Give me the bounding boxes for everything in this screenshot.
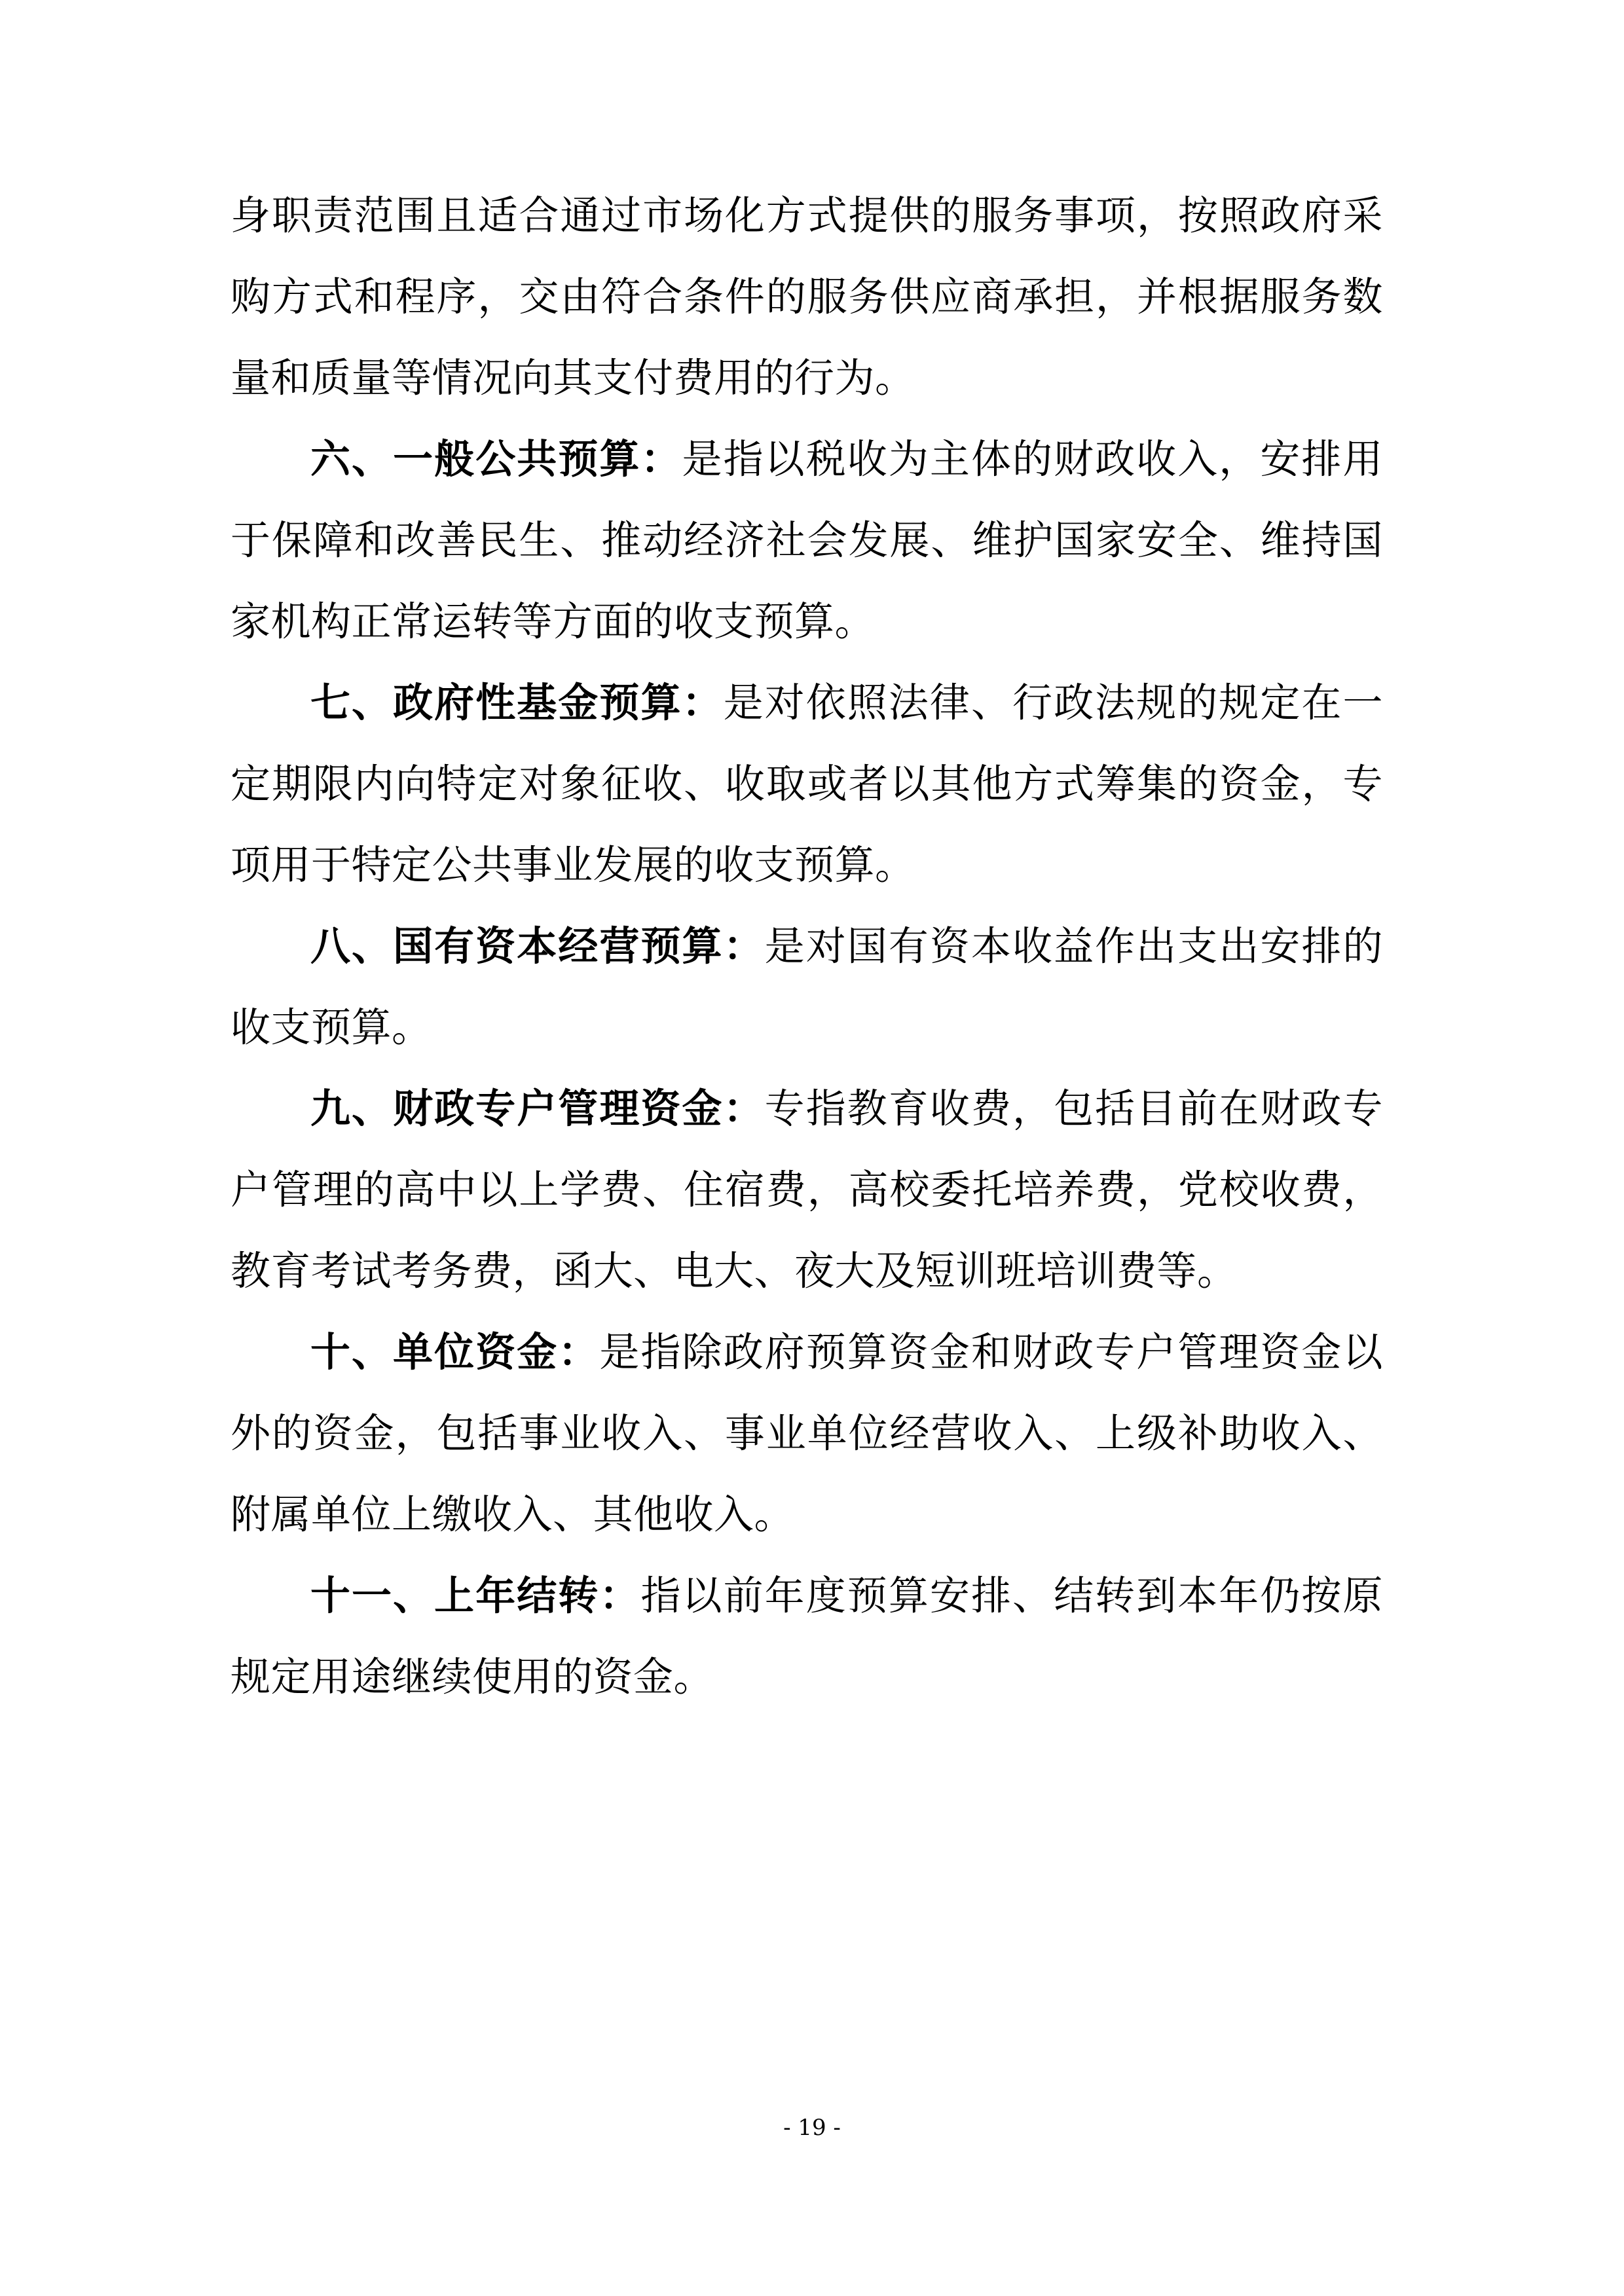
paragraph-text-9: 专指教育收费，包括目前在财政专户管理的高中以上学费、住宿费，高校委托培养费，党校收费，教育考试考务费，函大、电大、夜大及短训班培训费等。 [231,1085,1383,1294]
paragraph-text-10: 是指除政府预算资金和财政专户管理资金以外的资金，包括事业收入、事业单位经营收入、上级补助收入、附属单位上缴收入、其他收入。 [231,1329,1383,1538]
paragraph-item-11 [231,1556,1383,1718]
paragraph-item-7 [231,663,1383,906]
term-label-10: 十、单位资金： [310,1329,600,1376]
paragraph-text-7: 是对依照法律、行政法规的规定在一定期限内向特定对象征收、收取或者以其他方式筹集的资金，专项用于特定公共事业发展的收支预算。 [231,680,1383,888]
paragraph-continued [231,175,1383,419]
paragraph-item-6 [231,419,1383,663]
document-body [231,175,1383,1718]
term-label-8: 八、国有资本经营预算： [310,923,765,970]
term-label-11: 十一、上年结转： [310,1573,641,1619]
term-label-7: 七、政府性基金预算： [310,680,724,726]
page-number: - 19 - [783,2115,841,2141]
paragraph-item-8 [231,906,1383,1068]
term-label-6: 六、一般公共预算： [310,436,682,483]
paragraph-text: 身职责范围且适合通过市场化方式提供的服务事项，按照政府采购方式和程序，交由符合条件的服务供应商承担，并根据服务数量和质量等情况向其支付费用的行为。 [231,192,1383,401]
paragraph-item-10 [231,1312,1383,1556]
paragraph-text-8: 是对国有资本收益作出支出安排的收支预算。 [231,923,1383,1051]
paragraph-text-6: 是指以税收为主体的财政收入，安排用于保障和改善民生、推动经济社会发展、维护国家安全、维持国家机构正常运转等方面的收支预算。 [231,436,1383,645]
paragraph-item-9 [231,1068,1383,1312]
paragraph-text-11: 指以前年度预算安排、结转到本年仍按原规定用途继续使用的资金。 [231,1573,1383,1700]
term-label-9: 九、财政专户管理资金： [310,1085,765,1132]
